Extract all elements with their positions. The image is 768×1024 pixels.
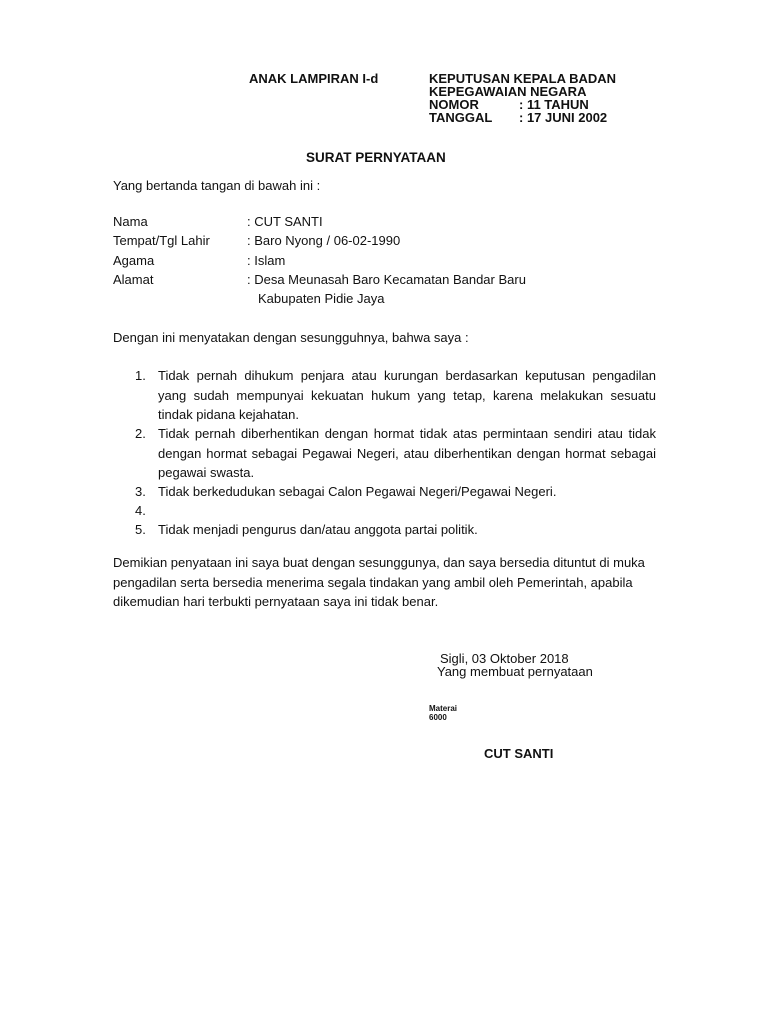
field-value: : CUT SANTI: [247, 214, 323, 229]
place-date: Sigli, 03 Oktober 2018: [440, 651, 569, 666]
field-value: : Baro Nyong / 06-02-1990: [247, 233, 401, 248]
field-label: Agama: [113, 253, 155, 268]
field-label: Nama: [113, 214, 148, 229]
decree-line-2: KEPEGAWAIAN NEGARA: [429, 84, 587, 99]
decree-line-1: KEPUTUSAN KEPALA BADAN: [429, 71, 617, 86]
item-number: 4.: [135, 503, 146, 518]
field-value: : Islam: [247, 253, 286, 268]
statement-intro: Dengan ini menyatakan dengan sesungguhnya, bahwa saya :: [113, 330, 469, 345]
item-number: 1.: [135, 368, 146, 383]
signer-role: Yang membuat pernyataan: [437, 664, 593, 679]
field-value: : Desa Meunasah Baro Kecamatan Bandar Baru: [247, 272, 526, 287]
intro-text: Yang bertanda tangan di bawah ini :: [113, 178, 321, 193]
item-number: 2.: [135, 426, 146, 441]
nomor-label: NOMOR: [429, 97, 479, 112]
field-label: Tempat/Tgl Lahir: [113, 233, 210, 248]
field-label: Alamat: [113, 272, 154, 287]
stamp-label: Materai: [429, 704, 458, 713]
item-text: Tidak menjadi pengurus dan/atau anggota partai politik.: [158, 522, 478, 537]
item-number: 5.: [135, 522, 146, 537]
nomor-value: : 11 TAHUN: [519, 97, 589, 112]
item-text: Tidak pernah dihukum penjara atau kurungan berdasarkan keputusan pengadilan yang sudah mempunyai kekuatan hukum yang tetap, karena melakukan sesuatu tindak pidana kejahatan.: [158, 368, 656, 422]
attachment-label: ANAK LAMPIRAN I-d: [249, 71, 379, 86]
item-text: Tidak berkedudukan sebagai Calon Pegawai Negeri/Pegawai Negeri.: [158, 484, 557, 499]
stamp-value: 6000: [429, 713, 447, 722]
tanggal-label: TANGGAL: [429, 110, 493, 125]
closing-paragraph: Demikian penyataan ini saya buat dengan sesunggunya, dan saya bersedia dituntut di muka pengadilan serta bersedia menerima segala tindakan yang ambil oleh Pemerintah, apabila dikemudian hari terbukti pernyataan saya ini tidak benar.: [113, 555, 645, 609]
item-text: Tidak pernah diberhentikan dengan hormat tidak atas permintaan sendiri atau tidak dengan hormat sebagai Pegawai Negeri, atau diberhentikan dengan hormat sebagai pegawai swasta.: [158, 426, 656, 480]
tanggal-value: : 17 JUNI 2002: [519, 110, 608, 125]
item-number: 3.: [135, 484, 146, 499]
address-continuation: Kabupaten Pidie Jaya: [258, 291, 385, 306]
document-title: SURAT PERNYATAAN: [306, 150, 446, 165]
signer-name: CUT SANTI: [484, 746, 554, 761]
